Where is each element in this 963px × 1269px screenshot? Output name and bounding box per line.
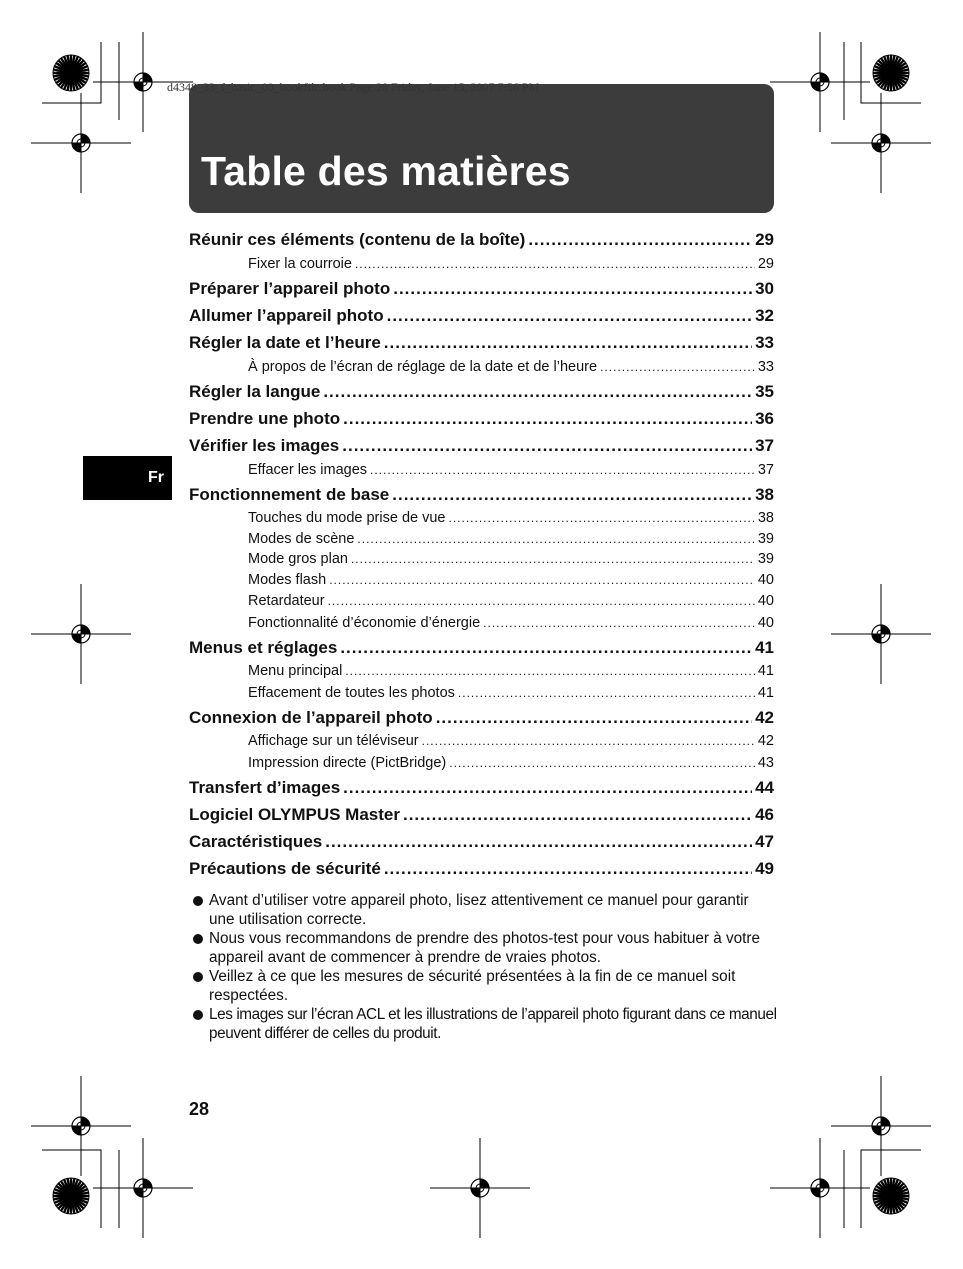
- language-tab: Fr: [83, 456, 172, 500]
- toc-leader-dots: [329, 571, 755, 589]
- toc-label: Affichage sur un téléviseur: [248, 732, 419, 749]
- toc-subentry[interactable]: [189, 251, 774, 273]
- toc-entry[interactable]: [189, 403, 774, 430]
- toc-entry[interactable]: [189, 376, 774, 403]
- toc-subentry[interactable]: [189, 527, 774, 548]
- toc-subentry[interactable]: [189, 659, 774, 680]
- toc-subentry[interactable]: [189, 568, 774, 589]
- toc-leader-dots: [483, 614, 755, 632]
- toc-page-number: 41: [757, 684, 774, 701]
- note-item: [193, 891, 778, 929]
- toc-label: Mode gros plan: [248, 551, 348, 568]
- toc-label: Régler la langue: [189, 382, 321, 401]
- toc-subentry[interactable]: [189, 729, 774, 750]
- toc-leader-dots: [384, 332, 752, 354]
- toc-label: Touches du mode prise de vue: [248, 509, 446, 526]
- toc-entry[interactable]: [189, 632, 774, 659]
- toc-page-number: 47: [755, 831, 774, 851]
- toc-leader-dots: [325, 831, 752, 853]
- toc-leader-dots: [370, 461, 755, 479]
- toc-label: Modes flash: [248, 572, 327, 589]
- toc-page-number: 33: [755, 333, 774, 352]
- toc-leader-dots: [528, 229, 752, 251]
- note-item: [193, 929, 778, 967]
- toc-page-number: 41: [755, 637, 774, 657]
- toc-page-number: 44: [755, 777, 774, 797]
- toc-page-number: 29: [755, 230, 774, 249]
- toc-entry[interactable]: [189, 430, 774, 457]
- bullet-icon: [193, 1010, 203, 1020]
- bullet-icon: [193, 934, 203, 944]
- toc-page-number: 39: [757, 530, 774, 547]
- toc-label: Connexion de l’appareil photo: [189, 707, 433, 727]
- toc-leader-dots: [403, 804, 752, 826]
- toc-label: Menus et réglages: [189, 637, 338, 657]
- note-item: [193, 1005, 778, 1043]
- toc-label: Fonctionnement de base: [189, 485, 390, 504]
- notes-list: [193, 891, 778, 1043]
- toc-subentry[interactable]: [189, 506, 774, 527]
- toc-page-number: 37: [755, 436, 774, 455]
- toc-subentry[interactable]: [189, 589, 774, 610]
- bullet-icon: [193, 972, 203, 982]
- bullet-icon: [193, 896, 203, 906]
- note-item: [193, 967, 778, 1005]
- toc-label: Logiciel OLYMPUS Master: [189, 804, 400, 824]
- toc-page-number: 43: [757, 754, 774, 771]
- toc-leader-dots: [351, 550, 755, 568]
- toc-page-number: 30: [755, 279, 774, 298]
- toc-subentry[interactable]: [189, 680, 774, 702]
- toc-label: Régler la date et l’heure: [189, 333, 381, 352]
- toc-leader-dots: [387, 305, 752, 327]
- toc-leader-dots: [340, 637, 752, 659]
- toc-leader-dots: [384, 858, 752, 880]
- toc-page-number: 39: [757, 551, 774, 568]
- page-number: 28: [189, 1099, 210, 1119]
- toc-page-number: 41: [757, 662, 774, 679]
- toc-label: Prendre une photo: [189, 409, 341, 428]
- toc-leader-dots: [600, 358, 755, 376]
- toc-leader-dots: [357, 530, 754, 548]
- toc-leader-dots: [422, 732, 755, 750]
- toc-label: Fonctionnalité d’économie d’énergie: [248, 614, 481, 631]
- toc-page-number: 38: [757, 509, 774, 526]
- toc-leader-dots: [392, 484, 752, 506]
- toc-label: Retardateur: [248, 592, 325, 609]
- toc-label: Caractéristiques: [189, 831, 323, 851]
- toc-leader-dots: [355, 255, 755, 273]
- title-banner: [189, 84, 774, 213]
- toc-entry[interactable]: [189, 273, 774, 300]
- toc-label: À propos de l’écran de réglage de la date et de l’heure: [248, 359, 598, 375]
- toc-entry[interactable]: [189, 300, 774, 327]
- toc-leader-dots: [449, 509, 755, 527]
- toc-entry[interactable]: [189, 799, 774, 826]
- toc-page-number: 42: [755, 707, 774, 727]
- toc-entry[interactable]: [189, 327, 774, 354]
- toc-page-number: 36: [755, 409, 774, 428]
- toc-subentry[interactable]: [189, 610, 774, 632]
- toc-entry[interactable]: [189, 853, 774, 880]
- toc-label: Réunir ces éléments (contenu de la boîte): [189, 230, 526, 249]
- toc-label: Précautions de sécurité: [189, 858, 381, 878]
- toc-leader-dots: [343, 408, 752, 430]
- toc-page-number: 37: [757, 462, 774, 478]
- note-text: Avant d’utiliser votre appareil photo, lisez attentivement ce manuel pour garantir une utilisation correcte.: [209, 892, 749, 928]
- toc-leader-dots: [328, 592, 755, 610]
- toc-page-number: 40: [757, 592, 774, 609]
- toc-page-number: 49: [755, 858, 774, 878]
- page-title: Table des matières: [201, 148, 571, 194]
- toc-leader-dots: [345, 662, 755, 680]
- toc-page-number: 32: [755, 306, 774, 325]
- toc-label: Effacement de toutes les photos: [248, 684, 455, 701]
- toc-page-number: 42: [757, 732, 774, 749]
- toc-subentry[interactable]: [189, 548, 774, 569]
- toc-page-number: 46: [755, 804, 774, 824]
- toc-entry[interactable]: [189, 702, 774, 729]
- note-text: Les images sur l’écran ACL et les illustrations de l’appareil photo figurant dans ce manuel peuvent différer de celles du produit.: [209, 1006, 777, 1042]
- toc-leader-dots: [436, 707, 752, 729]
- toc-page-number: 33: [757, 359, 774, 375]
- toc-leader-dots: [342, 435, 752, 457]
- toc-label: Vérifier les images: [189, 436, 340, 455]
- toc-leader-dots: [393, 278, 752, 300]
- toc-label: Fixer la courroie: [248, 256, 352, 272]
- toc-entry[interactable]: [189, 224, 774, 251]
- note-text: Veillez à ce que les mesures de sécurité présentées à la fin de ce manuel soit respectées.: [209, 968, 736, 1004]
- toc-entry[interactable]: [189, 479, 774, 506]
- toc-label: Menu principal: [248, 662, 343, 679]
- toc-leader-dots: [343, 777, 752, 799]
- toc-leader-dots: [323, 381, 752, 403]
- toc-page-number: 40: [757, 614, 774, 631]
- toc-label: Modes de scène: [248, 530, 355, 547]
- toc-subentry[interactable]: [189, 354, 774, 376]
- toc-entry[interactable]: [189, 772, 774, 799]
- toc-subentry[interactable]: [189, 750, 774, 772]
- toc-label: Impression directe (PictBridge): [248, 754, 447, 771]
- toc-page-number: 40: [757, 572, 774, 589]
- toc-page-number: 38: [755, 485, 774, 504]
- toc-page-number: 35: [755, 382, 774, 401]
- toc-page-number: 29: [757, 256, 774, 272]
- toc-label: Transfert d’images: [189, 777, 341, 797]
- toc-entry[interactable]: [189, 826, 774, 853]
- toc-label: Allumer l’appareil photo: [189, 306, 384, 325]
- toc-label: Préparer l’appareil photo: [189, 279, 391, 298]
- print-slug: d4348_33_f_basic_00_bookfile.book Page 28 Friday, June 15, 2007 7:56 PM: [167, 80, 540, 94]
- table-of-contents: [189, 224, 774, 880]
- toc-subentry[interactable]: [189, 457, 774, 479]
- toc-leader-dots: [449, 754, 755, 772]
- toc-leader-dots: [458, 684, 755, 702]
- toc-label: Effacer les images: [248, 462, 368, 478]
- note-text: Nous vous recommandons de prendre des photos-test pour vous habituer à votre appareil avant de commencer à prendre de vraies photos.: [209, 930, 761, 966]
